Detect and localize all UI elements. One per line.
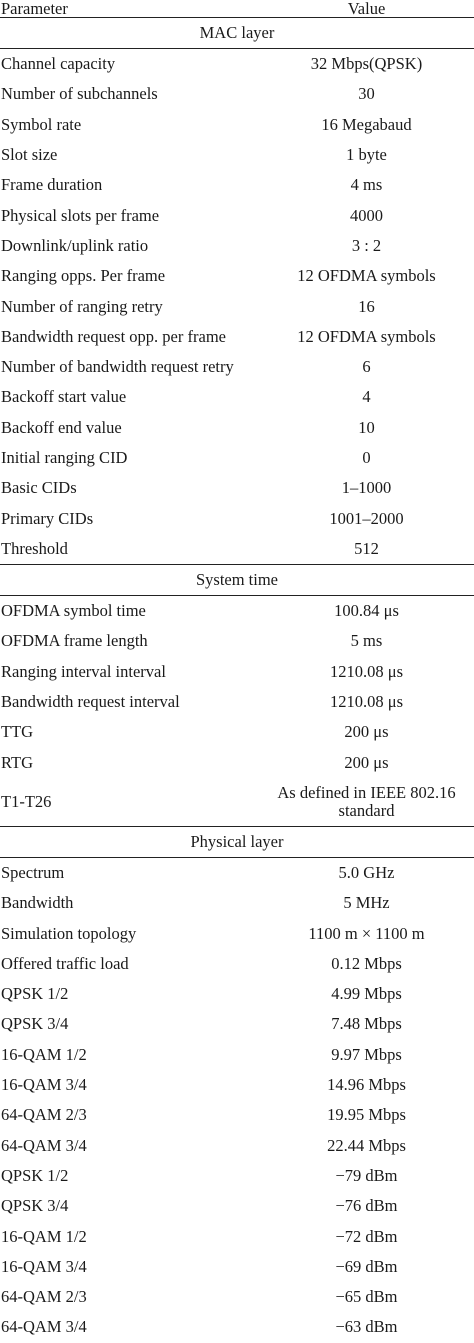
value-line: 32 Mbps(QPSK): [310, 54, 423, 74]
table-row: [0, 657, 474, 687]
parameter-cell: 64-QAM 2/3: [1, 1287, 87, 1307]
value-line: 100.84 μs: [334, 601, 399, 621]
value-cell: [259, 85, 474, 103]
parameter-cell: Number of subchannels: [1, 84, 158, 104]
value-line: −76 dBm: [335, 1196, 398, 1216]
parameter-cell: Symbol rate: [1, 114, 82, 134]
parameter-cell: QPSK 1/2: [1, 1165, 69, 1185]
parameter-cell: Bandwidth request interval: [1, 692, 180, 712]
parameter-cell: Channel capacity: [1, 54, 116, 74]
value-line: 0.12 Mbps: [331, 953, 402, 973]
parameter-cell: Ranging opps. Per frame: [1, 266, 166, 286]
value-cell: [259, 985, 474, 1003]
value-line: 1 byte: [346, 145, 387, 165]
value-line: −72 dBm: [335, 1226, 398, 1246]
parameter-cell: QPSK 3/4: [1, 1196, 69, 1216]
value-line: 12 OFDMA symbols: [297, 326, 436, 346]
value-line: 4.99 Mbps: [331, 984, 402, 1004]
table-row: [0, 534, 474, 564]
parameter-cell: 64-QAM 3/4: [1, 1317, 87, 1337]
parameter-cell: Bandwidth request opp. per frame: [1, 326, 226, 346]
value-line: −65 dBm: [335, 1287, 398, 1307]
value-cell: [259, 894, 474, 912]
table-row: [0, 231, 474, 261]
value-cell: [259, 955, 474, 973]
section-title: MAC layer: [199, 23, 275, 42]
value-cell: [259, 419, 474, 437]
parameter-cell: Number of bandwidth request retry: [1, 357, 234, 377]
table-row: [0, 979, 474, 1009]
table-row: [0, 1070, 474, 1100]
table-row: [0, 1161, 474, 1191]
value-cell: [259, 754, 474, 772]
value-line: 22.44 Mbps: [327, 1135, 406, 1155]
value-line: 512: [354, 538, 379, 558]
table-row: [0, 1252, 474, 1282]
value-cell: [259, 449, 474, 467]
table-row: [0, 717, 474, 747]
parameter-cell: Threshold: [1, 538, 68, 558]
table-row: [0, 888, 474, 918]
table-row: [0, 1312, 474, 1342]
value-line: −79 dBm: [335, 1165, 398, 1185]
table-row: [0, 1282, 474, 1312]
value-line: 5 ms: [350, 631, 383, 651]
value-cell: [259, 1137, 474, 1155]
value-line: 1100 m × 1100 m: [308, 923, 425, 943]
parameter-cell: RTG: [1, 752, 34, 772]
parameter-cell: Offered traffic load: [1, 953, 129, 973]
value-line: 1–1000: [341, 478, 392, 498]
table-header: [0, 0, 474, 17]
parameter-cell: QPSK 1/2: [1, 984, 69, 1004]
value-line: 9.97 Mbps: [331, 1044, 402, 1064]
table-row: [0, 473, 474, 503]
parameter-cell: Backoff start value: [1, 387, 127, 407]
header-value: Value: [347, 0, 386, 18]
section-title: System time: [195, 570, 279, 590]
table-row: [0, 261, 474, 291]
table-row: [0, 322, 474, 352]
parameter-cell: 64-QAM 3/4: [1, 1135, 87, 1155]
value-cell: [259, 237, 474, 255]
value-line: 5.0 GHz: [338, 862, 395, 882]
table-row: [0, 596, 474, 626]
parameter-cell: OFDMA symbol time: [1, 601, 146, 621]
parameter-cell: 16-QAM 1/2: [1, 1044, 87, 1064]
parameter-cell: Bandwidth: [1, 893, 74, 913]
table-row: [0, 110, 474, 140]
value-cell: [259, 1046, 474, 1064]
value-cell: [259, 388, 474, 406]
value-line: 30: [358, 84, 375, 104]
table-row: [0, 949, 474, 979]
table-row: [0, 291, 474, 321]
value-line: 200 μs: [344, 752, 389, 772]
table-row: [0, 1040, 474, 1070]
parameter-cell: Downlink/uplink ratio: [1, 235, 149, 255]
table-row: [0, 1009, 474, 1039]
value-cell: [259, 663, 474, 681]
parameter-cell: Physical slots per frame: [1, 205, 160, 225]
value-line: 12 OFDMA symbols: [297, 266, 436, 286]
value-line: 4: [362, 387, 371, 407]
value-line: As defined in IEEE 802.16: [277, 782, 456, 802]
value-cell: [259, 1076, 474, 1094]
value-cell: [259, 298, 474, 316]
table-row: [0, 413, 474, 443]
value-cell: [259, 1258, 474, 1276]
parameter-cell: QPSK 3/4: [1, 1014, 69, 1034]
header-parameter: Parameter: [1, 0, 68, 18]
value-cell: [259, 864, 474, 882]
value-line: 4000: [350, 205, 383, 225]
value-cell: [259, 1167, 474, 1185]
value-cell: [259, 723, 474, 741]
value-line: −63 dBm: [335, 1317, 398, 1337]
table-row: [0, 443, 474, 473]
value-cell: [259, 1015, 474, 1033]
value-cell: [259, 1106, 474, 1124]
table-row: [0, 748, 474, 778]
table-row: [0, 687, 474, 717]
parameter-cell: Initial ranging CID: [1, 448, 128, 467]
parameter-cell: 16-QAM 3/4: [1, 1075, 87, 1095]
parameter-cell: TTG: [1, 722, 34, 742]
parameter-cell: Slot size: [1, 145, 58, 165]
value-line: 5 MHz: [343, 893, 390, 913]
value-cell: [259, 510, 474, 528]
value-cell: [259, 176, 474, 194]
value-cell: [259, 1318, 474, 1336]
table-row: [0, 382, 474, 412]
value-cell: [259, 540, 474, 558]
value-line: 14.96 Mbps: [327, 1075, 406, 1095]
value-line: 200 μs: [344, 722, 389, 742]
value-cell: [259, 358, 474, 376]
value-line: 7.48 Mbps: [331, 1014, 402, 1034]
value-line: 16: [358, 296, 375, 316]
value-cell: [259, 693, 474, 711]
table-row: [0, 49, 474, 79]
value-cell: [259, 146, 474, 164]
parameter-cell: Ranging interval interval: [1, 661, 166, 681]
value-line: 1001–2000: [329, 508, 404, 528]
value-cell: [259, 925, 474, 943]
value-line: 6: [362, 357, 371, 377]
parameter-cell: Basic CIDs: [1, 478, 77, 498]
value-cell: [259, 1288, 474, 1306]
parameter-cell: T1-T26: [1, 791, 52, 811]
value-line: 16 Megabaud: [321, 114, 412, 134]
table-row: [0, 858, 474, 888]
value-cell: [259, 267, 474, 285]
table-row: [0, 140, 474, 170]
table-row: [0, 352, 474, 382]
parameter-cell: Number of ranging retry: [1, 296, 163, 316]
value-cell: [259, 602, 474, 620]
value-cell: [259, 207, 474, 225]
parameter-cell: Backoff end value: [1, 417, 122, 437]
value-cell: [259, 632, 474, 650]
parameter-cell: OFDMA frame length: [1, 631, 148, 651]
value-line: 19.95 Mbps: [327, 1105, 406, 1125]
value-cell: [259, 479, 474, 497]
parameter-cell: 64-QAM 2/3: [1, 1105, 87, 1125]
table-row: [0, 503, 474, 533]
table-row: [0, 778, 474, 826]
parameter-cell: Primary CIDs: [1, 508, 94, 528]
table-row: [0, 1191, 474, 1221]
value-line: 10: [358, 417, 375, 437]
value-cell: [259, 1228, 474, 1246]
parameter-cell: Frame duration: [1, 175, 103, 195]
value-line: 1210.08 μs: [329, 661, 404, 681]
table-row: [0, 1221, 474, 1251]
table-row: [0, 170, 474, 200]
value-cell: [259, 1197, 474, 1215]
parameter-cell: 16-QAM 1/2: [1, 1226, 87, 1246]
section-title: Physical layer: [190, 831, 284, 851]
value-line: 3 : 2: [351, 235, 382, 255]
parameter-cell: Spectrum: [1, 862, 65, 882]
value-cell: [259, 784, 474, 820]
value-line: 0: [362, 448, 371, 467]
value-line: 4 ms: [350, 175, 383, 195]
value-cell: [259, 328, 474, 346]
value-cell: [259, 116, 474, 134]
parameter-cell: 16-QAM 3/4: [1, 1256, 87, 1276]
table-row: [0, 1131, 474, 1161]
table-row: [0, 626, 474, 656]
value-line-2: standard: [338, 800, 395, 820]
table-row: [0, 79, 474, 109]
value-cell: [259, 55, 474, 73]
table-row: [0, 1100, 474, 1130]
table-row: [0, 200, 474, 230]
table-body: [0, 17, 474, 1343]
value-line: 1210.08 μs: [329, 692, 404, 712]
table-row: [0, 918, 474, 948]
value-line: −69 dBm: [335, 1256, 398, 1276]
parameter-cell: Simulation topology: [1, 923, 137, 943]
